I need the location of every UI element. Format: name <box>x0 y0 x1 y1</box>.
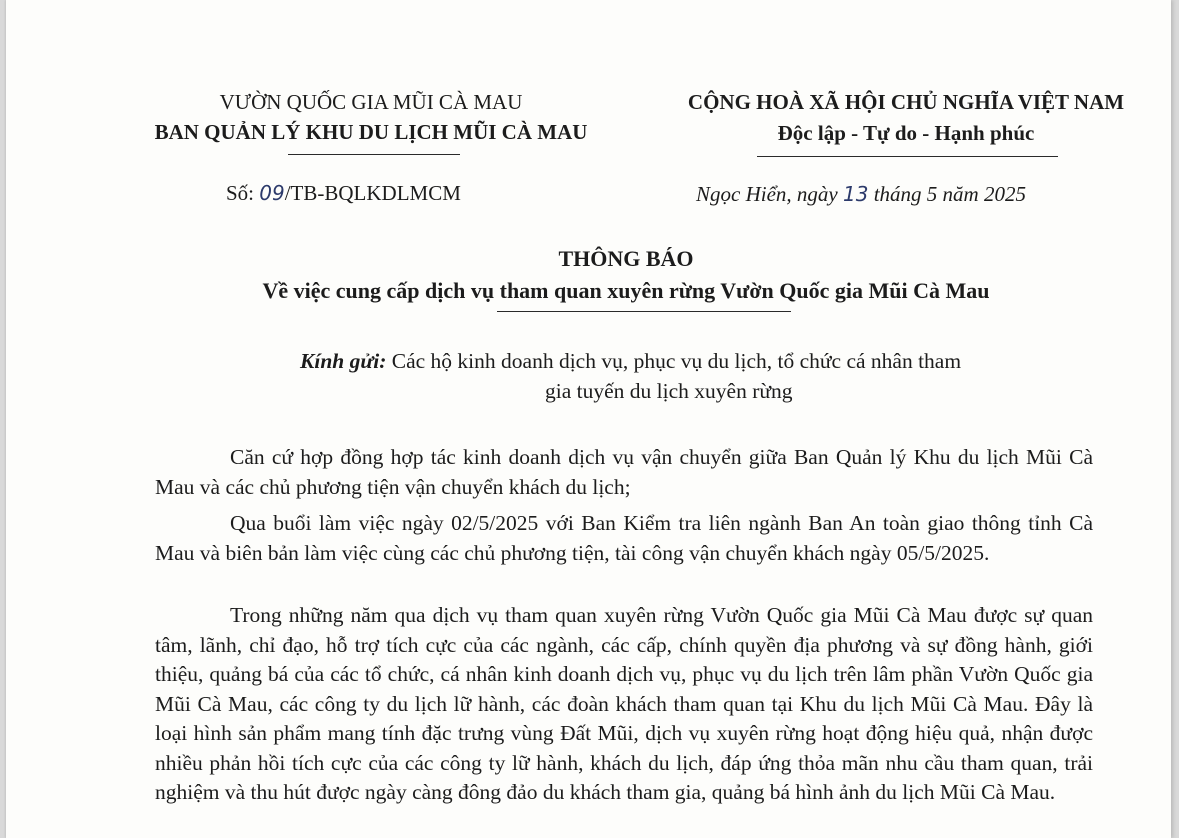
place-date <box>696 182 1026 207</box>
document-number-handwritten: 09 <box>259 181 285 205</box>
paragraph-legal-basis: Căn cứ hợp đồng hợp tác kinh doanh dịch vụ vận chuyển giữa Ban Quản lý Khu du lịch Mũi Cà Mau và các chủ phương tiện vận chuyển khách du lịch; <box>155 445 1093 499</box>
recipient-line-2: gia tuyến du lịch xuyên rừng <box>545 379 793 403</box>
document-number <box>226 181 461 206</box>
paragraph-background: Trong những năm qua dịch vụ tham quan xuyên rừng Vườn Quốc gia Mũi Cà Mau được sự quan tâm, lãnh, chỉ đạo, hỗ trợ tích cực của các ngành, các cấp, chính quyền địa phương và sự đồng hành, giới thiệu, quảng bá của các tổ chức, cá nhân kinh doanh dịch vụ, phục vụ du lịch trên lâm phần Vườn Quốc gia Mũi Cà Mau, các công ty du lịch lữ hành, các đoàn khách tham quan tại Khu du lịch Mũi Cà Mau. Đây là loại hình sản phẩm mang tính đặc trưng vùng Đất Mũi, dịch vụ xuyên rừng hoạt động hiệu quả, nhận được nhiều phản hồi tích cực của các công ty lữ hành, khách du lịch, đáp ứng thỏa mãn nhu cầu tham quan, trải nghiệm và thu hút được ngày càng đông đảo du khách tham gia, quảng bá hình ảnh du lịch Mũi Cà Mau. <box>155 603 1093 804</box>
paragraph-meeting: Qua buổi làm việc ngày 02/5/2025 với Ban Kiểm tra liên ngành Ban An toàn giao thông tỉnh Cà Mau và biên bản làm việc cùng các chủ phương tiện, tài công vận chuyển khách ngày 05/5/2025. <box>155 511 1093 565</box>
date-day-handwritten: 13 <box>842 182 869 206</box>
document-number-prefix: Số: <box>226 181 260 205</box>
date-suffix: tháng 5 năm 2025 <box>868 182 1026 206</box>
document-subtitle: Về việc cung cấp dịch vụ tham quan xuyên rừng Vườn Quốc gia Mũi Cà Mau <box>262 278 990 303</box>
subtitle-underline <box>497 311 791 312</box>
motto-underline <box>757 156 1058 157</box>
document-number-suffix: /TB-BQLKDLMCM <box>284 181 461 205</box>
document-page <box>6 0 1171 838</box>
agency-name: BAN QUẢN LÝ KHU DU LỊCH MŨI CÀ MAU <box>154 120 588 144</box>
national-title: CỘNG HOÀ XÃ HỘI CHỦ NGHĨA VIỆT NAM <box>687 90 1125 114</box>
document-title: THÔNG BÁO <box>558 246 694 271</box>
agency-parent-name: VƯỜN QUỐC GIA MŨI CÀ MAU <box>219 90 523 114</box>
recipient-text-1: Các hộ kinh doanh dịch vụ, phục vụ du lịch, tổ chức cá nhân tham <box>386 349 962 373</box>
date-prefix: Ngọc Hiển, ngày <box>696 182 843 206</box>
recipient-line-1 <box>300 347 961 377</box>
agency-underline <box>288 154 460 155</box>
recipient-label: Kính gửi: <box>300 349 387 373</box>
national-motto: Độc lập - Tự do - Hạnh phúc <box>777 121 1035 145</box>
